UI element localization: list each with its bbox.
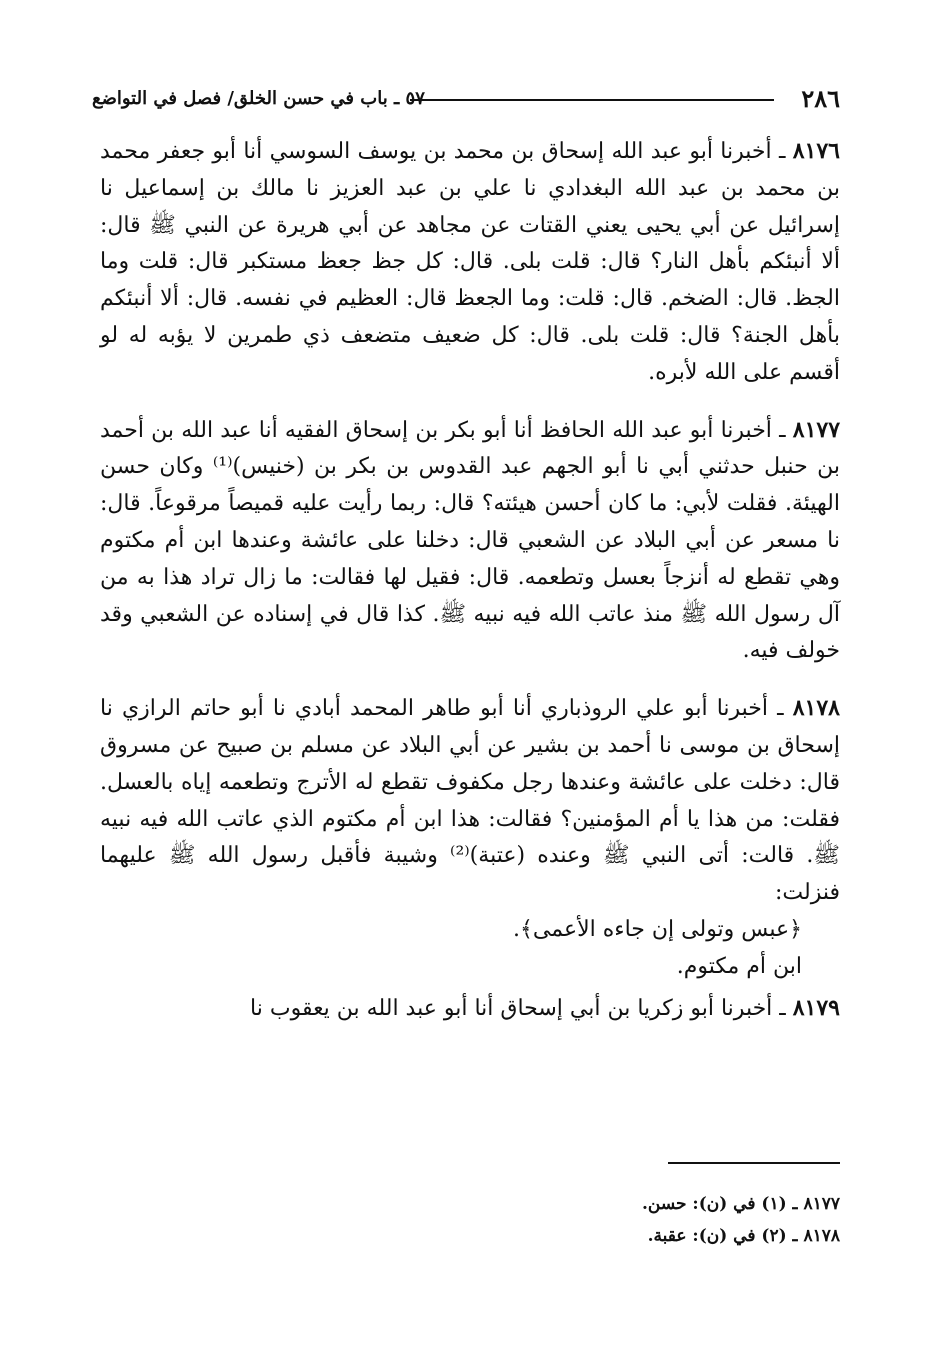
footnote-2: ٨١٧٨ ـ (٢) في (ن): عقبة. <box>647 1226 840 1246</box>
hadith-number: ٨١٧٨ <box>792 695 840 722</box>
hadith-number: ٨١٧٧ <box>792 416 841 443</box>
footnotes <box>642 1188 840 1252</box>
footnote-1: ٨١٧٧ ـ (١) في (ن): حسن. <box>641 1194 840 1214</box>
verse-explanation: ابن أم مكتوم. <box>676 953 802 979</box>
page-number: ٢٨٦ <box>801 84 840 113</box>
hadith-text: ـ أخبرنا أبو عبد الله إسحاق بن محمد بن يوسف السوسي أنا أبو جعفر محمد بن محمد بن عبد الله البغدادي نا علي بن عبد العزيز نا مالك بن إسماعيل نا إسرائيل عن أبي يحيى يعني القتات عن مجاهد عن أبي هريرة عن النبي ﷺ قال: ألا أنبئكم بأهل النار؟ قال: قلت بلى. قال: كل جظ جعظ مستكبر قال: قلت وما الجظ. قال: الضخم. قال: قلت: وما الجعظ قال: العظيم في نفسه. قال: ألا أنبئكم بأهل الجنة؟ قال: قلت بلى. قال: كل ضعيف متضعف ذي طمرين لا يؤبه له لو أقسم على الله لأبره. <box>100 139 840 385</box>
hadith-8179 <box>100 990 840 1028</box>
footnote-rule <box>668 1162 840 1164</box>
hadith-8177 <box>100 412 840 671</box>
quran-verse: ﴿عبس وتولى إن جاءه الأعمى﴾. <box>513 916 802 942</box>
running-head: ٥٧ ـ باب في حسن الخلق/ فصل في التواضع <box>92 88 425 109</box>
hadith-number: ٨١٧٩ <box>792 994 840 1021</box>
hadith-text: ـ أخبرنا أبو عبد الله الحافظ أنا أبو بكر بن إسحاق الفقيه أنا عبد الله بن أحمد بن حنبل حدثني أبي نا أبو الجهم عبد القدوس بن بكر بن (خنيس)⁽¹⁾ وكان حسن الهيئة. فقلت لأبي: ما كان أحسن هيئته؟ قال: ربما رأيت عليه قميصاً مرقوعاً. قال: نا مسعر عن أبي البلاد عن الشعبي قال: دخلنا على عائشة وعندها ابن أم مكتوم وهي تقطع له أنزجاً بعسل وتطعمه. قال: فقيل لها فقالت: ما زال تراد هذا به من آل رسول الله ﷺ منذ عاتب الله فيه نبيه ﷺ. كذا قال في إسناده عن الشعبي وقد خولف فيه. <box>100 417 840 664</box>
hadith-text: ـ أخبرنا أبو زكريا بن أبي إسحاق أنا أبو عبد الله بن يعقوب نا <box>250 995 786 1021</box>
hadith-8176 <box>100 133 840 392</box>
header-rule <box>410 99 774 101</box>
page-body <box>100 133 840 1047</box>
hadith-8178 <box>100 690 840 985</box>
hadith-text: ـ أخبرنا أبو علي الروذباري أنا أبو طاهر المحمد أبادي نا أبو حاتم الرازي نا إسحاق بن موسى نا أحمد بن بشير عن أبي البلاد عن مسلم بن صبيح عن مسروق قال: دخلت على عائشة وعندها رجل مكفوف تقطع له الأترج وتطعمه إياه بالعسل. فقلت: من هذا يا أم المؤمنين؟ فقالت: هذا ابن أم مكتوم الذي عاتب الله فيه نبيه ﷺ. قالت: أتى النبي ﷺ وعنده (عتبة)⁽²⁾ وشيبة فأقبل رسول الله ﷺ عليهما فنزلت: <box>100 696 840 906</box>
page-header <box>92 82 840 116</box>
hadith-number: ٨١٧٦ <box>792 138 840 164</box>
